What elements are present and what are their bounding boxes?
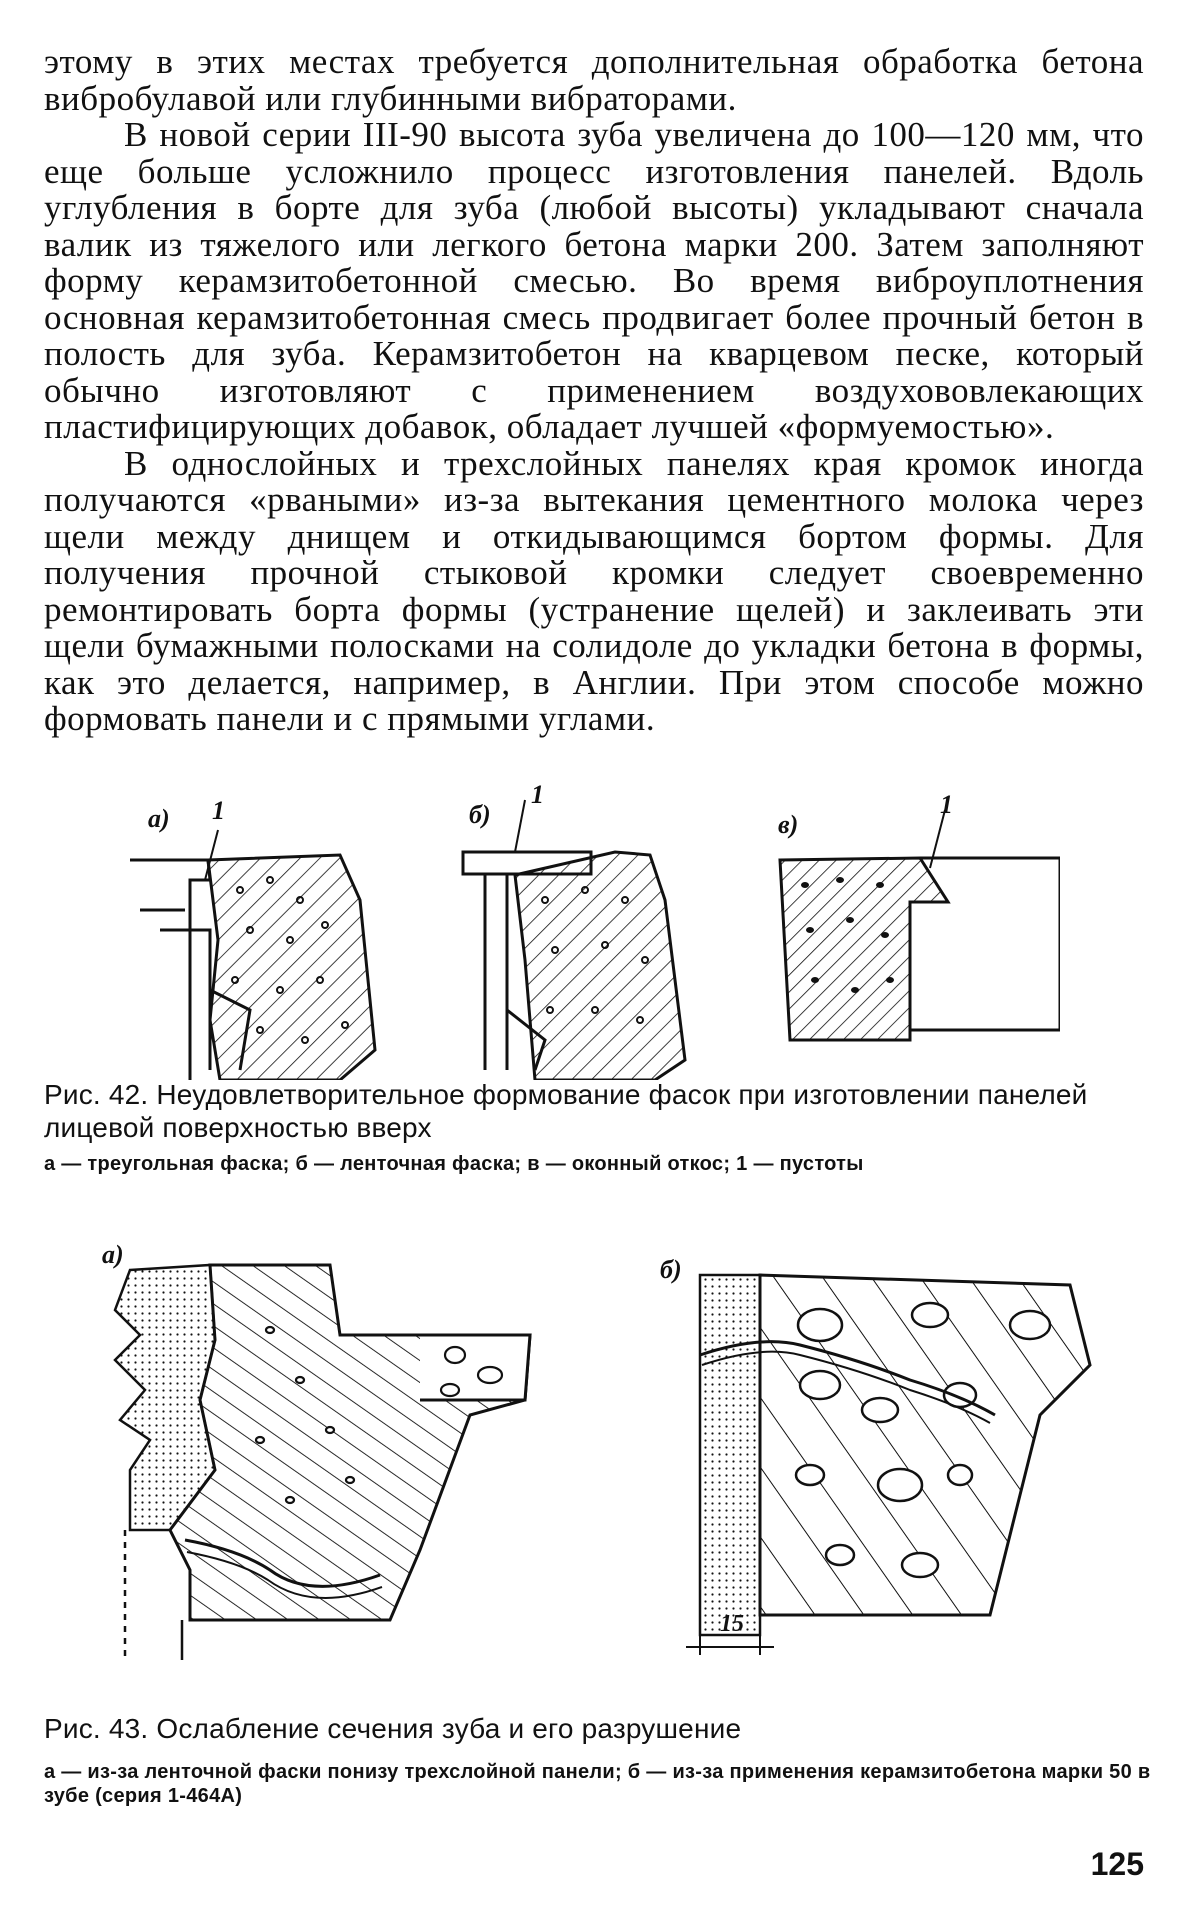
figure-42-panel-b bbox=[455, 780, 715, 1080]
figure-42-caption: Рис. 42. Неудовлетворительное формование фасок при изготовлении панелей лицевой поверхностью вверх bbox=[44, 1079, 1088, 1143]
figure-43-panel-a bbox=[90, 1240, 550, 1660]
callout-voids: 1 bbox=[940, 790, 953, 819]
panel-label-c: в) bbox=[778, 810, 799, 839]
paragraph-continuation: этому в этих местах требуется дополнительная обработка бетона вибробулавой или глубинными вибраторами. bbox=[44, 42, 1144, 118]
dimension-label: 15 bbox=[720, 1611, 744, 1637]
paragraph-edges: В однослойных и трехслойных панелях края кромок иногда получаются «рваными» из-за вытекания цементного молока через щели между днищем и откидывающимся бортом формы. Для получения прочной стыковой кромки следует своевременно ремонтировать борта формы (устранение щелей) и заклеивать эти щели бумажными полосками на солидоле до укладки бетона в формы, как это делается, например, в Англии. При этом способе можно формовать панели и с прямыми углами. bbox=[44, 443, 1144, 738]
figure-42-legend: а — треугольная фаска; б — ленточная фаска; в — оконный откос; 1 — пустоты bbox=[44, 1153, 864, 1175]
page-number: 125 bbox=[1090, 1846, 1144, 1882]
panel-label-b: б) bbox=[469, 800, 491, 829]
figure-42-panel-c bbox=[770, 790, 1060, 1070]
callout-voids: 1 bbox=[531, 780, 544, 809]
panel-label-a: а) bbox=[102, 1240, 124, 1269]
panel-label-a: а) bbox=[148, 804, 170, 833]
paragraph-series-iii-90: В новой серии III-90 высота зуба увеличена до 100—120 мм, что еще больше усложнило процесс изготовления панелей. Вдоль углубления в борте для зуба (любой высоты) укладывают сначала валик из тяжелого или легкого бетона марки 200. Затем заполняют форму керамзитобетонной смесью. Во время виброуплотнения основная керамзитобетонная смесь продвигает более прочный бетон в полость для зуба. Керамзитобетон на кварцевом песке, который обычно изготовляют с применением воздухововлекающих пластифицирующих добавок, обладает лучшей «формуемостью». bbox=[44, 115, 1144, 446]
figure-43-legend: а — из-за ленточной фаски понизу трехслойной панели; б — из-за применения керамзитобетона марки 50 в зубе (серия 1-464А) bbox=[44, 1761, 1151, 1807]
callout-voids: 1 bbox=[212, 796, 225, 825]
body-text bbox=[44, 44, 1144, 738]
figure-42-panel-a bbox=[130, 790, 400, 1080]
panel-label-b: б) bbox=[660, 1255, 682, 1284]
figure-43-panel-b bbox=[660, 1255, 1160, 1675]
figure-43-caption: Рис. 43. Ослабление сечения зуба и его разрушение bbox=[44, 1713, 742, 1744]
